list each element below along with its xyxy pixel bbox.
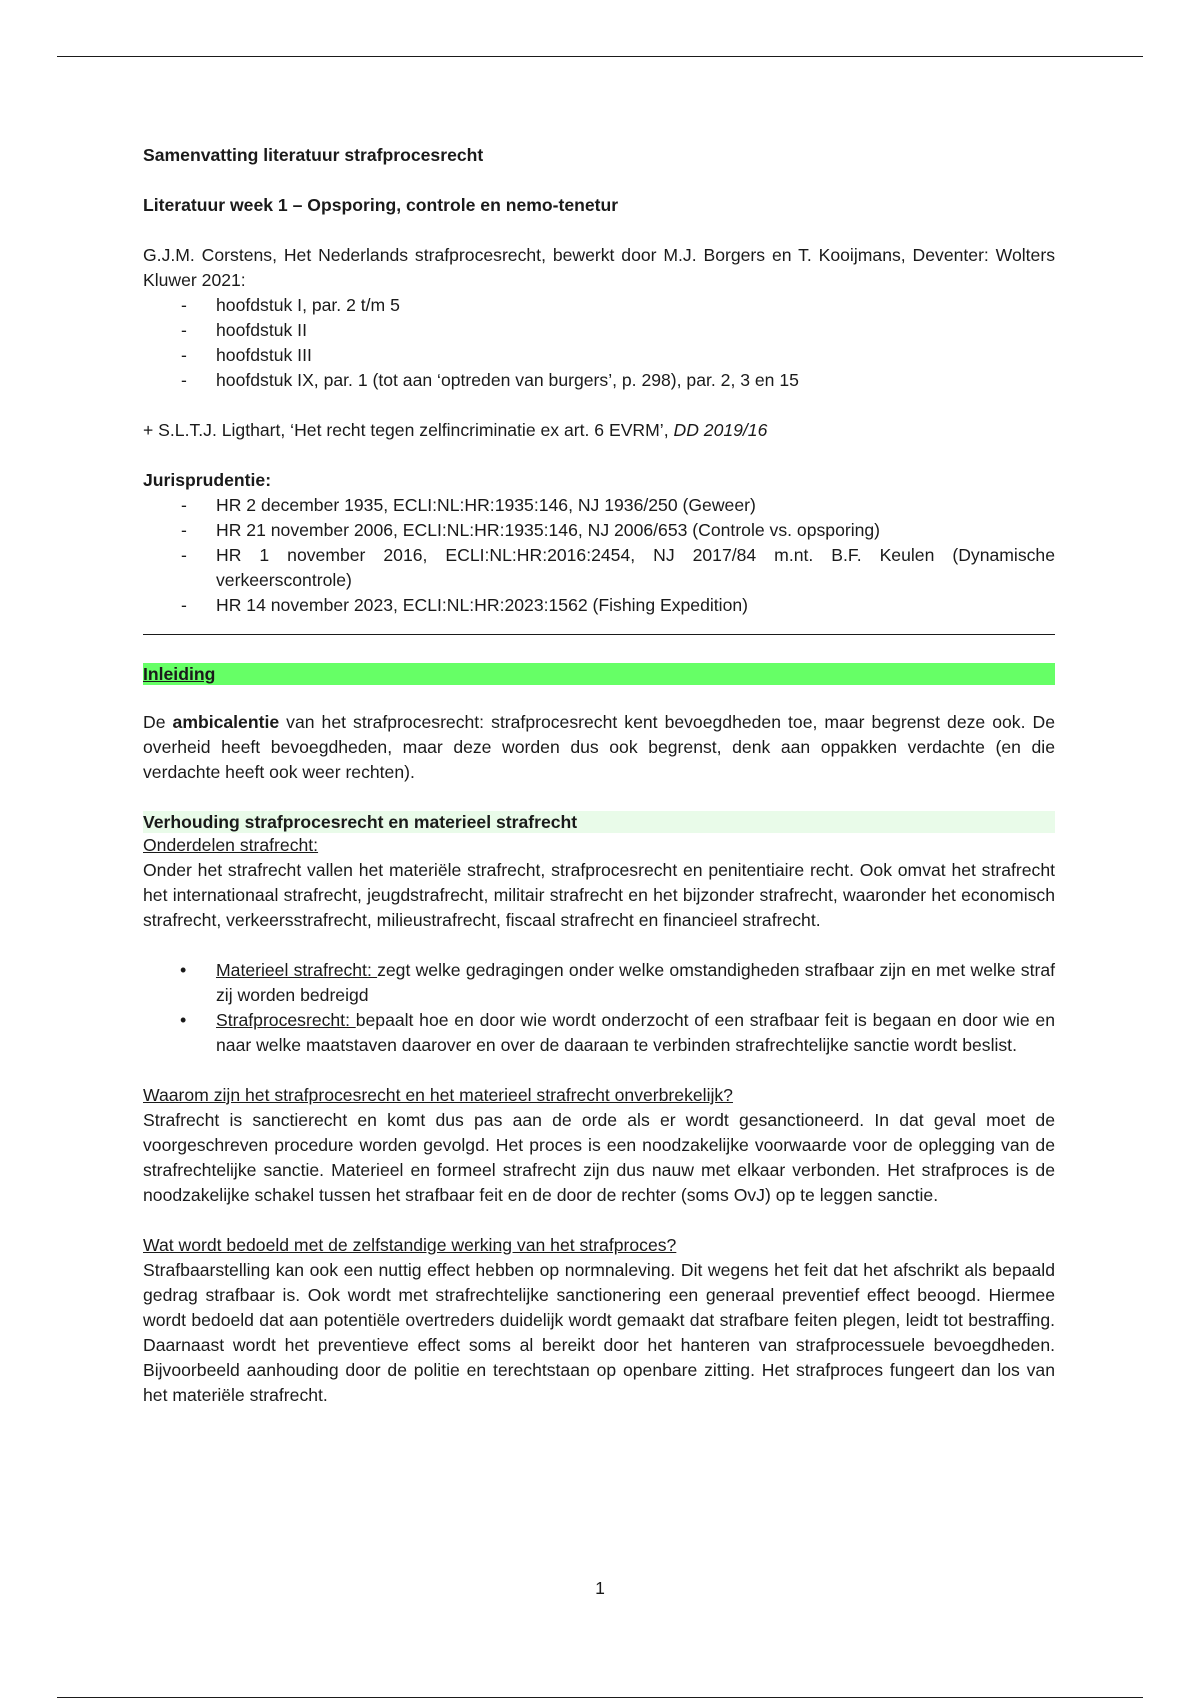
page-bottom-rule (57, 1697, 1143, 1698)
list-item: - HR 21 november 2006, ECLI:NL:HR:1935:146, NJ 2006/653 (Controle vs. opsporing) (143, 518, 1055, 543)
list-item: - HR 1 november 2016, ECLI:NL:HR:2016:2454, NJ 2017/84 m.nt. B.F. Keulen (Dynamische verkeerscontrole) (143, 543, 1055, 593)
intro-lead: De (143, 712, 173, 732)
intro-paragraph (143, 710, 1055, 785)
section-heading-text: Verhouding strafprocesrecht en materieel strafrecht (143, 812, 578, 832)
onderdelen-paragraph: Onder het strafrecht vallen het materiële strafrecht, strafprocesrecht en penitentiaire recht. Ook omvat het strafrecht het internationaal strafrecht, jeugdstrafrecht, militair strafrecht en het bijzonder strafrecht, waaronder het economisch strafrecht, verkeersstrafrecht, milieustrafrecht, fiscaal strafrecht en financieel strafrecht. (143, 860, 1055, 930)
section-heading-inleiding (143, 663, 1055, 685)
jurisprudence-list (143, 493, 1055, 618)
list-item: - hoofdstuk II (143, 318, 1055, 343)
extra-reference-text: + S.L.T.J. Ligthart, ‘Het recht tegen zelfincriminatie ex art. 6 EVRM’, (143, 420, 674, 440)
list-item (143, 1008, 1055, 1058)
extra-reference-source: DD 2019/16 (673, 420, 768, 440)
document-body (143, 143, 1055, 1408)
list-item (143, 958, 1055, 1008)
intro-rest: van het strafprocesrecht: strafprocesrecht kent bevoegdheden toe, maar begrenst deze ook. De overheid heeft bevoegdheden, maar deze worden dus ook begrenst, denk aan oppakken verdachte (en die verdachte heeft ook weer rechten). (143, 712, 1055, 782)
intro-bold-term: ambicalentie (172, 712, 280, 732)
answer-paragraph: Strafbaarstelling kan ook een nuttig effect hebben op normnaleving. Dit wegens het feit dat het afschrikt als bepaald gedrag strafbaar is. Ook wordt met strafrechtelijke sanctionering een generaal preventief effect beoogd. Hiermee wordt bedoeld dat aan potentiële overtreders duidelijk wordt gemaakt dat strafbare feiten plegen, leidt tot bestraffing. Daarnaast wordt het preventieve effect soms al bereikt door het hanteren van strafprocessuele bevoegdheden. Bijvoorbeeld aanhouding door de politie en terechtstaan op openbare zitting. Het strafproces fungeert dan los van het materiële strafrecht. (143, 1260, 1055, 1405)
page-number: 1 (595, 1578, 605, 1598)
subheading-onderdelen: Onderdelen strafrecht: (143, 835, 319, 855)
definition-term: Materieel strafrecht: (216, 960, 378, 980)
definition-term: Strafprocesrecht: (216, 1010, 356, 1030)
definition-text: zegt welke gedragingen onder welke omstandigheden strafbaar zijn en met welke straf zij worden bedreigd (216, 960, 1055, 1005)
definition-text: bepaalt hoe en door wie wordt onderzocht of een strafbaar feit is begaan en door wie en naar welke maatstaven daarover en over de daaraan te verbinden strafrechtelijke sanctie wordt beslist. (216, 1010, 1055, 1055)
list-item: - HR 14 november 2023, ECLI:NL:HR:2023:1562 (Fishing Expedition) (143, 593, 1055, 618)
page-top-rule (57, 56, 1143, 57)
list-item: - hoofdstuk III (143, 343, 1055, 368)
list-item: - hoofdstuk IX, par. 1 (tot aan ‘optreden van burgers’, p. 298), par. 2, 3 en 15 (143, 368, 1055, 393)
section-heading-verhouding (143, 811, 1055, 833)
question-heading: Waarom zijn het strafprocesrecht en het materieel strafrecht onverbrekelijk? (143, 1085, 733, 1105)
list-item: - HR 2 december 1935, ECLI:NL:HR:1935:146, NJ 1936/250 (Geweer) (143, 493, 1055, 518)
question-heading: Wat wordt bedoeld met de zelfstandige werking van het strafproces? (143, 1235, 677, 1255)
chapter-list (143, 293, 1055, 393)
list-item: - hoofdstuk I, par. 2 t/m 5 (143, 293, 1055, 318)
extra-reference (143, 418, 1055, 443)
week-heading: Literatuur week 1 – Opsporing, controle en nemo-tenetur (143, 195, 619, 215)
answer-paragraph: Strafrecht is sanctierecht en komt dus pas aan de orde als er wordt gesanctioneerd. In dat geval moet de voorgeschreven procedure worden gevolgd. Het proces is een noodzakelijke voorwaarde voor de oplegging van de strafrechtelijke sanctie. Materieel en formeel strafrecht zijn dus nauw met elkaar verbonden. Het strafproces is de noodzakelijke schakel tussen het strafbaar feit en de door de rechter (soms OvJ) op te leggen sanctie. (143, 1110, 1055, 1205)
document-title: Samenvatting literatuur strafprocesrecht (143, 145, 484, 165)
definition-list (143, 958, 1055, 1058)
reference-intro: G.J.M. Corstens, Het Nederlands strafprocesrecht, bewerkt door M.J. Borgers en T. Kooijmans, Deventer: Wolters Kluwer 2021: (143, 245, 1055, 290)
section-heading-text: Inleiding (143, 664, 216, 684)
jurisprudence-heading: Jurisprudentie: (143, 470, 272, 490)
section-divider (143, 634, 1055, 635)
